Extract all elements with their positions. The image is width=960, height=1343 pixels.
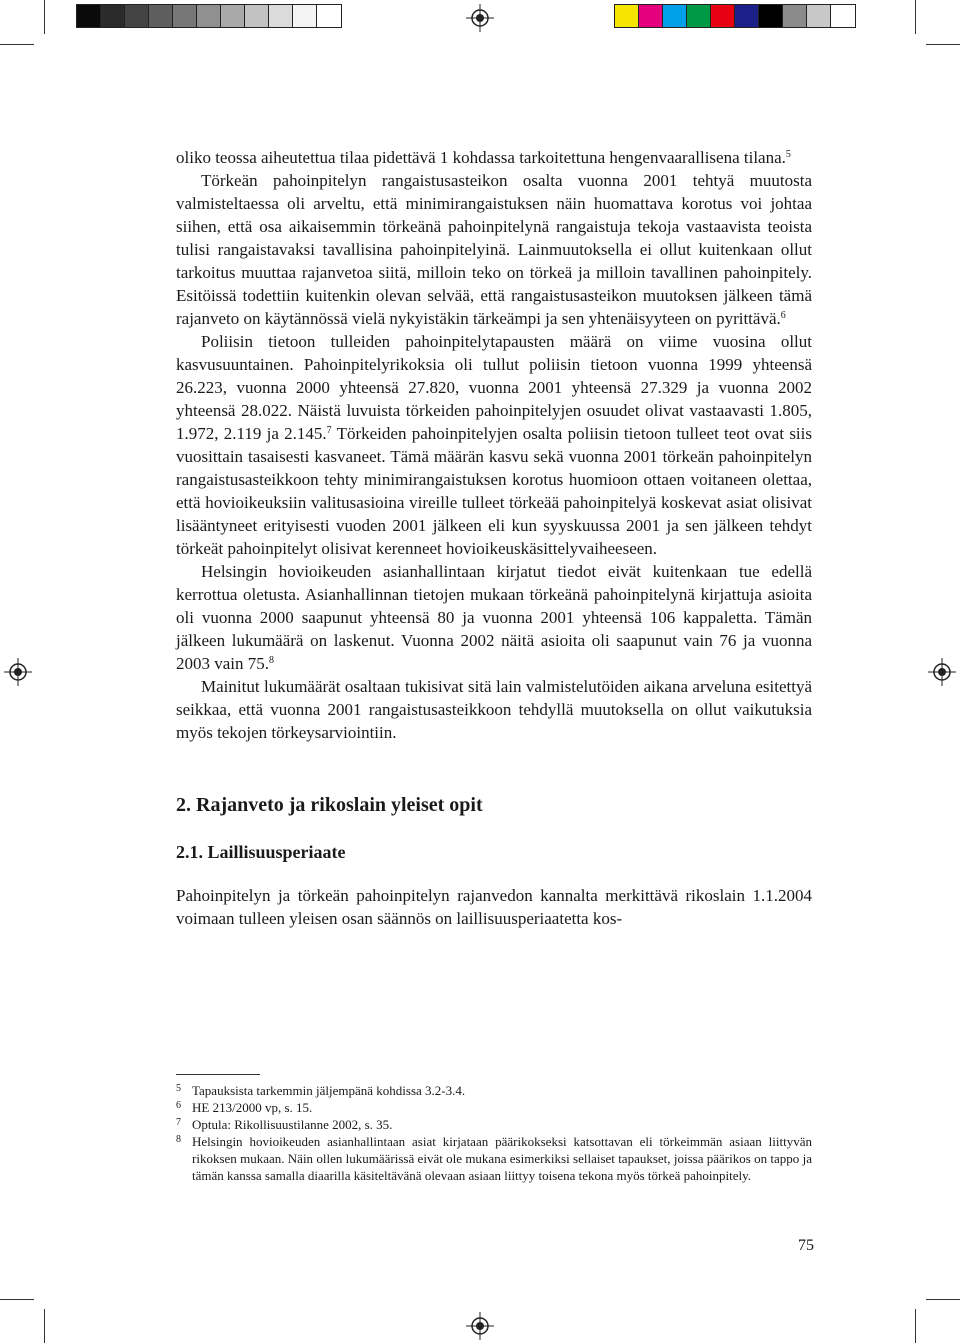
gray-swatch — [293, 5, 317, 27]
paragraph-text: Törkeän pahoinpitelyn rangaistusasteikon osalta vuonna 2001 tehtyä muutosta valmisteltaessa oli arveltu, että minimirangaistuksen näin huomattava korotus voi johtaa siihen, että osa aikaisemmin törkeänä pahoinpitelynä rangaistuja tekoja vastaavista teoista tulisi rangaistavaksi tavallisina pahoinpitelyinä. Lainmuutoksella ei ollut kuitenkaan ollut tarkoitus muuttaa rajanvetoa siitä, milloin teko on törkeä ja milloin tavallinen pahoinpitely. Esitöissä todettiin kuitenkin olevan selvää, että rangaistusasteikon muutoksen jälkeen tämä rajanveto on käytännössä vielä nykyistäkin tärkeämpi ja sen yhtenäisyyteen on pyrittävä. — [176, 171, 812, 328]
registration-mark-icon — [928, 658, 956, 686]
color-swatch — [807, 5, 831, 27]
color-swatch — [663, 5, 687, 27]
gray-swatch — [221, 5, 245, 27]
footnote — [176, 1099, 812, 1116]
page-body — [176, 146, 812, 930]
gray-swatch — [245, 5, 269, 27]
color-swatch — [711, 5, 735, 27]
footnote-text: Optula: Rikollisuustilanne 2002, s. 35. — [192, 1117, 393, 1132]
registration-mark-icon — [4, 658, 32, 686]
gray-swatch — [101, 5, 125, 27]
paragraph-text: Poliisin tietoon tulleiden pahoinpitelytapausten määrä on viime vuosina ollut kasvusuuntainen. Pahoinpitelyrikoksia oli tullut poliisin tietoon vuonna 1999 yhteensä 26.223, vuonna 2000 yhteensä 27.820, vuonna 2001 yhteensä 27.329 ja vuonna 2002 yhteensä 28.022. Näistä luvuista törkeiden pahoinpitelyjen osuudet olivat vastaavasti 1.805, 1.972, 2.119 ja 2.145. — [176, 332, 812, 443]
color-swatch — [615, 5, 639, 27]
registration-mark-icon — [466, 4, 494, 32]
color-swatch — [783, 5, 807, 27]
color-swatch — [735, 5, 759, 27]
footnote-text: Tapauksista tarkemmin jäljempänä kohdissa 3.2-3.4. — [192, 1083, 466, 1098]
footnote-number: 6 — [176, 1100, 181, 1111]
crop-mark — [915, 1309, 916, 1343]
paragraph-text: Helsingin hovioikeuden asianhallintaan kirjatut tiedot eivät kuitenkaan tue edellä kerrottua oletusta. Asianhallinnan tietojen mukaan törkeänä pahoinpitelynä kirjattuja asioita oli vuonna 2000 saapunut yhteensä 80 ja vuonna 2001 yhteensä 106 kappaletta. Tämän jälkeen lukumäärä on laskenut. Vuonna 2002 näitä asioita oli saapunut vain 76 ja vuonna 2003 vain 75. — [176, 562, 812, 673]
footnote-divider — [176, 1074, 260, 1075]
paragraph — [176, 560, 812, 675]
footnote-number: 5 — [176, 1083, 181, 1094]
footnotes — [176, 1082, 812, 1184]
gray-swatch — [269, 5, 293, 27]
footnote-ref: 8 — [269, 655, 275, 666]
footnote-number: 7 — [176, 1117, 181, 1128]
gray-swatch — [149, 5, 173, 27]
footnote-text: HE 213/2000 vp, s. 15. — [192, 1100, 313, 1115]
crop-mark — [0, 1299, 34, 1300]
paragraph: Mainitut lukumäärät osaltaan tukisivat sitä lain valmistelutöiden aikana arveluna esitettyä seikkaa, että vuonna 2001 rangaistusasteikkoon tehdyllä muutoksella on ollut vaikutuksia myös tekojen törkeysarviointiin. — [176, 677, 812, 742]
crop-mark — [926, 44, 960, 45]
section-heading: 2. Rajanveto ja rikoslain yleiset opit — [176, 794, 483, 816]
paragraph: Pahoinpitelyn ja törkeän pahoinpitelyn rajanvedon kannalta merkittävä rikoslain 1.1.2004 voimaan tulleen yleisen osan säännös on laillisuusperiaatetta kos- — [176, 886, 812, 928]
footnote-ref: 5 — [785, 149, 791, 160]
color-calibration-bar — [614, 4, 856, 28]
paragraph — [176, 330, 812, 560]
crop-mark — [926, 1299, 960, 1300]
page-number: 75 — [798, 1237, 814, 1254]
registration-mark-icon — [466, 1312, 494, 1340]
paragraph-text: oliko teossa aiheutettua tilaa pidettävä 1 kohdassa tarkoitettuna hengenvaarallisena tilana. — [176, 148, 786, 167]
footnote-text: Helsingin hovioikeuden asianhallintaan asiat kirjataan päärikokseksi katsottavan eli törkeimmän asiaan liittyvän rikoksen mukaan. Näin ollen lukumäärissä eivät ole mukana esimerkiksi sellaiset tapaukset, joissa päärikos on tappo ja tämän kanssa samalla diaarilla käsiteltävänä olevaan asiaan liittyy toisena tekona myös törkeä pahoinpitely. — [192, 1134, 812, 1183]
footnote-number: 8 — [176, 1134, 181, 1145]
gray-swatch — [125, 5, 149, 27]
footnote-ref: 6 — [780, 310, 786, 321]
crop-mark — [915, 0, 916, 34]
gray-swatch — [173, 5, 197, 27]
gray-swatch — [197, 5, 221, 27]
crop-mark — [44, 0, 45, 34]
gray-swatch — [317, 5, 341, 27]
footnote — [176, 1116, 812, 1133]
footnote — [176, 1082, 812, 1099]
color-swatch — [687, 5, 711, 27]
paragraph — [176, 146, 812, 169]
footnote-ref: 7 — [326, 425, 332, 436]
paragraph-text: Törkeiden pahoinpitelyjen osalta poliisin tietoon tulleet teot ovat siis vuosittain tasaisesti kasvaneet. Tämä määrän kasvu sekä vuonna 2001 törkeän pahoinpitelyn rangaistusasteikkoon tehty minimirangaistuksen korotus huomioon ottaen voitaneen olettaa, että hovioikeuksiin valitusasioina vireille tulleet törkeää pahoinpitelyä koskevat asiat olisivat lisääntyneet erityisesti vuoden 2001 jälkeen eli kun syyskuussa 2001 ja sen jälkeen tehdyt törkeät pahoinpitelyt olisivat kerenneet hovioikeuskäsittelyvaiheeseen. — [176, 424, 812, 558]
color-swatch — [639, 5, 663, 27]
color-swatch — [831, 5, 855, 27]
grayscale-calibration-bar — [76, 4, 342, 28]
subsection-heading: 2.1. Laillisuusperiaate — [176, 842, 346, 862]
paragraph — [176, 169, 812, 330]
gray-swatch — [77, 5, 101, 27]
color-swatch — [759, 5, 783, 27]
footnote — [176, 1133, 812, 1184]
crop-mark — [44, 1309, 45, 1343]
crop-mark — [0, 44, 34, 45]
